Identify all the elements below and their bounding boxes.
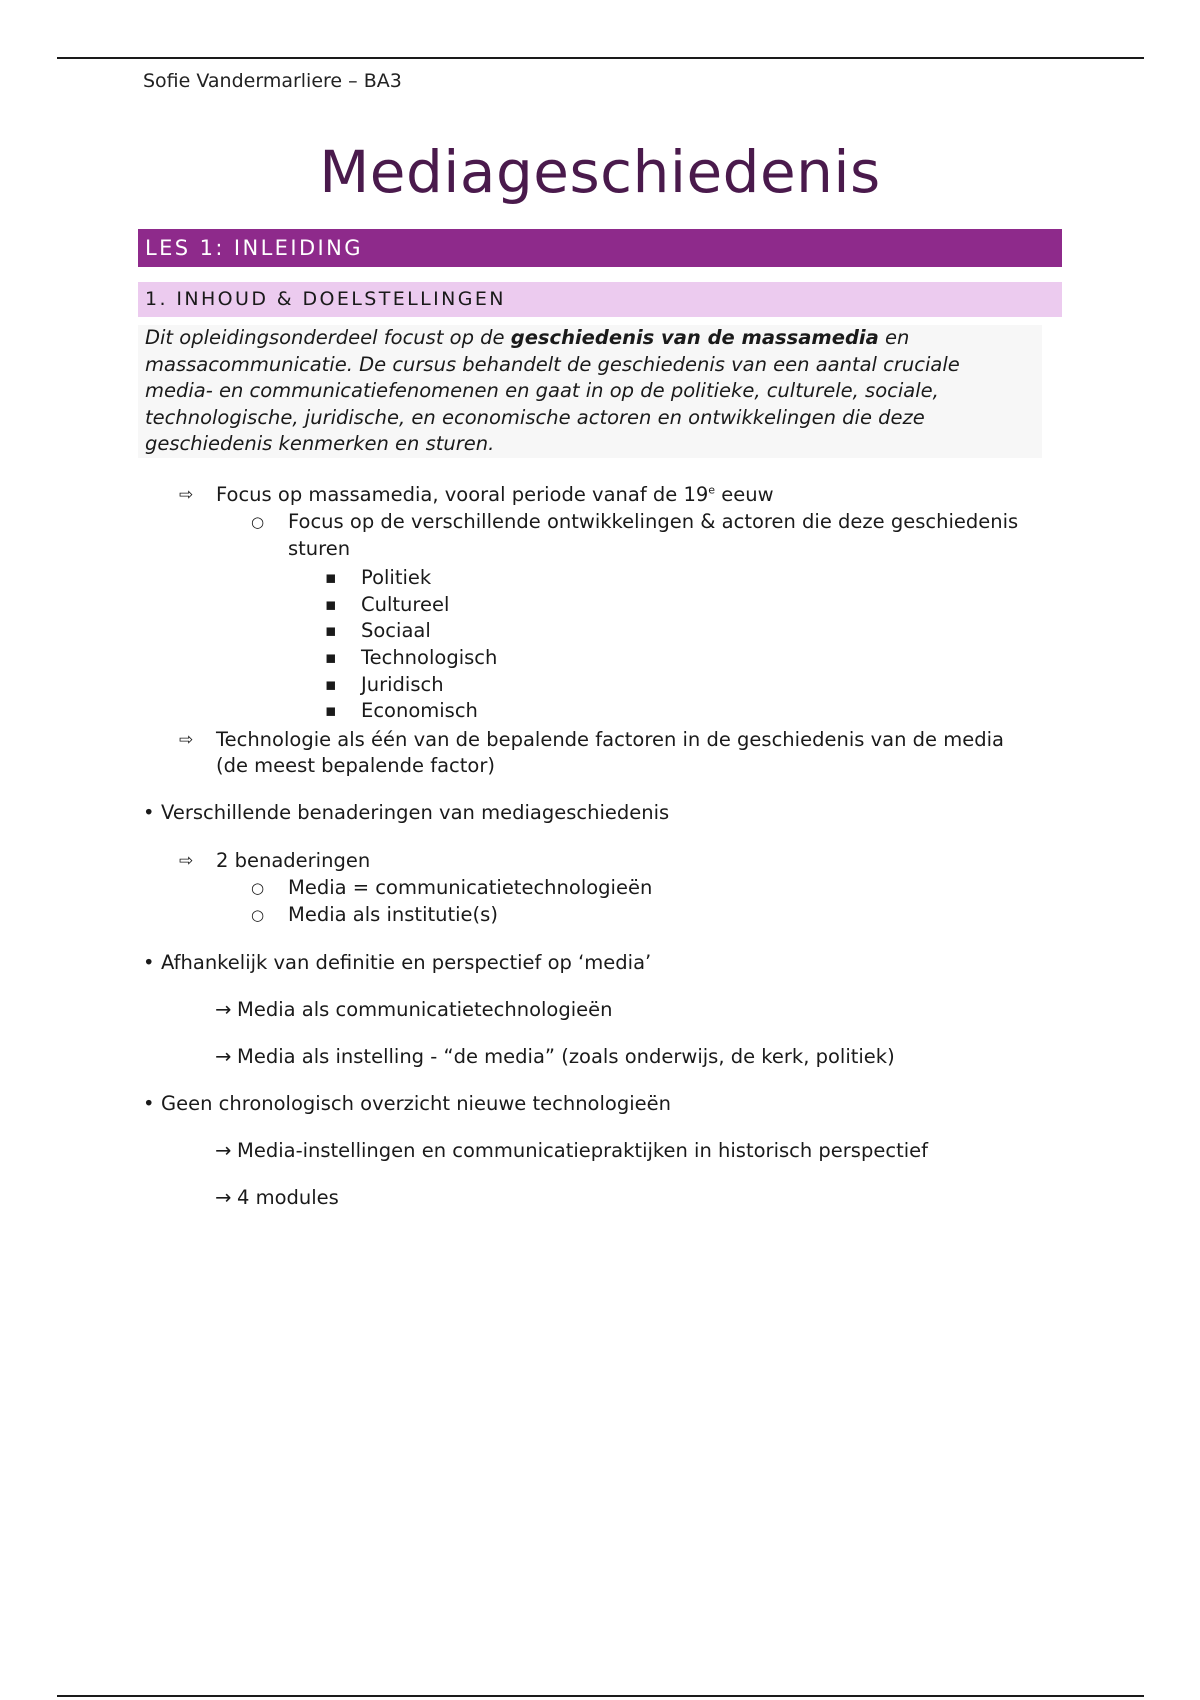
list-item-benadering: Media = communicatietechnologieën	[288, 876, 653, 899]
square-bullet-icon: ▪	[325, 675, 337, 695]
top-rule	[57, 57, 1144, 59]
intro-line-5: geschiedenis kenmerken en sturen.	[145, 432, 495, 456]
arrow-item-vier-modules: 4 modules	[237, 1186, 339, 1209]
intro-line-3: media- en communicatiefenomenen en gaat in op de politieke, culturele, sociale,	[145, 379, 939, 403]
arrow-item-media-instelling: Media als instelling - “de media” (zoals onderwijs, de kerk, politiek)	[237, 1045, 895, 1068]
intro-line-4: technologische, juridische, en economische actoren en ontwikkelingen die deze	[145, 405, 925, 429]
list-item-technologie: Technologie als één van de bepalende factoren in de geschiedenis van de media	[216, 728, 1004, 751]
square-bullet-icon: ▪	[325, 621, 337, 641]
bullet-item-afhankelijk: Afhankelijk van definitie en perspectief op ‘media’	[161, 951, 652, 974]
circle-bullet-icon: ○	[251, 879, 265, 897]
list-item-focus-massamedia: Focus op massamedia, vooral periode vanaf de 19e eeuw	[216, 483, 774, 506]
list-item-actor: Cultureel	[361, 593, 450, 616]
list-item-focus-ontwikkelingen-cont: sturen	[288, 537, 351, 560]
right-arrow-icon: →	[215, 1186, 232, 1209]
circle-bullet-icon: ○	[251, 906, 265, 924]
document-title: Mediageschiedenis	[319, 138, 881, 206]
list-item-actor: Economisch	[361, 699, 478, 722]
arrow-item-media-tech: Media als communicatietechnologieën	[237, 998, 613, 1021]
bullet-icon: •	[143, 1092, 155, 1115]
intro-paragraph	[138, 325, 1042, 458]
right-arrow-icon: →	[215, 1045, 232, 1068]
right-arrow-icon: →	[215, 1139, 232, 1162]
intro-line-1: Dit opleidingsonderdeel focust op de geschiedenis van de massamedia en	[145, 326, 910, 349]
bullet-icon: •	[143, 951, 155, 974]
list-item-twee-benaderingen: 2 benaderingen	[216, 849, 371, 872]
list-item-actor: Juridisch	[361, 673, 444, 696]
bullet-icon: •	[143, 801, 155, 824]
list-item-actor: Sociaal	[361, 619, 431, 642]
section-heading: 1. INHOUD & DOELSTELLINGEN	[138, 282, 1062, 317]
arrow-bullet-icon: ⇨	[179, 851, 194, 871]
right-arrow-icon: →	[215, 998, 232, 1021]
page-header: Sofie Vandermarliere – BA3	[143, 70, 402, 92]
arrow-bullet-icon: ⇨	[179, 730, 194, 750]
bottom-rule	[57, 1695, 1144, 1697]
bullet-item-geen-chronologisch: Geen chronologisch overzicht nieuwe technologieën	[161, 1092, 671, 1115]
bullet-item-benaderingen: Verschillende benaderingen van mediageschiedenis	[161, 801, 670, 824]
arrow-bullet-icon: ⇨	[179, 485, 194, 505]
square-bullet-icon: ▪	[325, 648, 337, 668]
square-bullet-icon: ▪	[325, 595, 337, 615]
list-item-benadering: Media als institutie(s)	[288, 903, 498, 926]
intro-bold-text: geschiedenis van de massamedia	[510, 326, 879, 349]
list-item-actor: Politiek	[361, 566, 432, 589]
list-item-technologie-cont: (de meest bepalende factor)	[216, 754, 495, 777]
lesson-heading: LES 1: INLEIDING	[138, 229, 1062, 267]
circle-bullet-icon: ○	[251, 513, 265, 531]
list-item-actor: Technologisch	[361, 646, 498, 669]
square-bullet-icon: ▪	[325, 701, 337, 721]
arrow-item-media-instellingen: Media-instellingen en communicatiepraktijken in historisch perspectief	[237, 1139, 928, 1162]
list-item-focus-ontwikkelingen: Focus op de verschillende ontwikkelingen & actoren die deze geschiedenis	[288, 510, 1019, 533]
intro-line-2: massacommunicatie. De cursus behandelt de geschiedenis van een aantal cruciale	[145, 352, 960, 376]
square-bullet-icon: ▪	[325, 568, 337, 588]
